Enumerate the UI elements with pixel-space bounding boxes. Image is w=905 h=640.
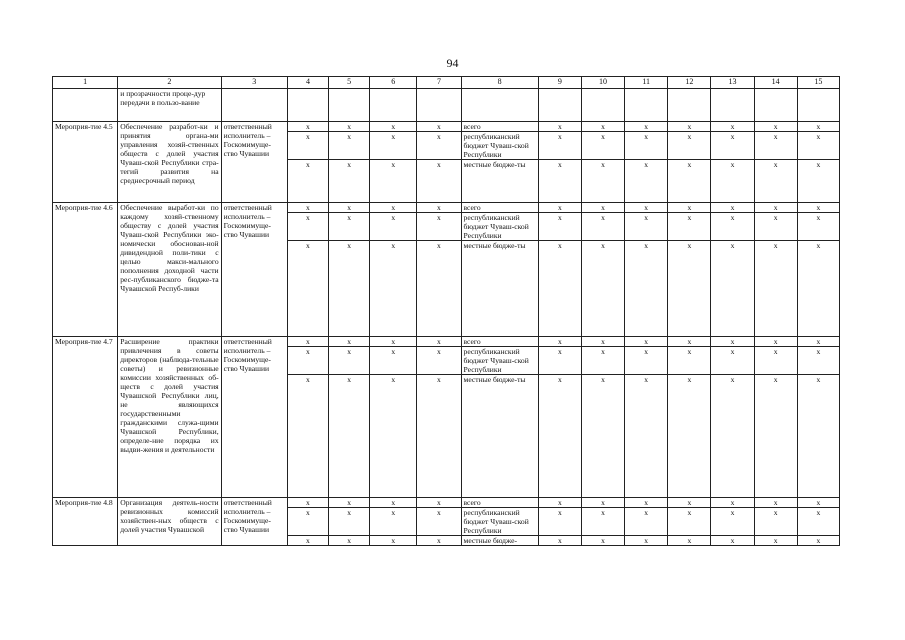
- measure-description: Обеспечение выработ-ки по каждому хозяй-ственному обществу с долей участия Чуваш-ской Республики эко-номически обоснован-ной дивидендной поли-тики с целью макси-мального пополнения доходной части рес-публиканского бюдже-та Чувашской Респуб-лики: [118, 203, 221, 337]
- x-mark: x: [581, 337, 624, 347]
- funding-source: республиканский бюджет Чуваш-ской Республики: [461, 132, 538, 160]
- x-mark: x: [668, 508, 711, 536]
- x-mark: x: [711, 241, 754, 337]
- x-mark: x: [538, 498, 581, 508]
- x-mark: x: [797, 347, 839, 375]
- x-mark: x: [625, 375, 668, 498]
- x-mark: x: [668, 122, 711, 132]
- x-mark: x: [754, 375, 797, 498]
- funding-source: республиканский бюджет Чуваш-ской Республики: [461, 213, 538, 241]
- x-mark: x: [370, 132, 417, 160]
- x-mark: x: [417, 508, 461, 536]
- x-mark: x: [625, 347, 668, 375]
- x-mark: x: [754, 213, 797, 241]
- funding-source: всего: [461, 203, 538, 213]
- x-mark: x: [754, 337, 797, 347]
- x-mark: x: [797, 536, 839, 546]
- funding-source: местные бюдже-: [461, 536, 538, 546]
- x-mark: x: [538, 132, 581, 160]
- x-mark: x: [538, 160, 581, 203]
- col-header: 11: [625, 77, 668, 89]
- responsible-executor: ответственный исполнитель – Госкомимуще-ство Чувашии: [221, 337, 287, 498]
- empty-cell: [417, 89, 461, 122]
- x-mark: x: [581, 213, 624, 241]
- empty-cell: [53, 89, 118, 122]
- x-mark: x: [754, 122, 797, 132]
- measure-description: Организация деятель-ности ревизионных комиссий хозяйствен-ных обществ с долей участия Чувашской: [118, 498, 221, 546]
- x-mark: x: [287, 122, 328, 132]
- x-mark: x: [329, 241, 370, 337]
- x-mark: x: [538, 508, 581, 536]
- measure-id: Мероприя-тие 4.7: [53, 337, 118, 498]
- x-mark: x: [581, 160, 624, 203]
- x-mark: x: [287, 498, 328, 508]
- x-mark: x: [625, 132, 668, 160]
- x-mark: x: [754, 347, 797, 375]
- x-mark: x: [329, 160, 370, 203]
- x-mark: x: [754, 498, 797, 508]
- x-mark: x: [417, 498, 461, 508]
- x-mark: x: [668, 203, 711, 213]
- x-mark: x: [625, 213, 668, 241]
- x-mark: x: [417, 536, 461, 546]
- x-mark: x: [581, 508, 624, 536]
- x-mark: x: [538, 536, 581, 546]
- empty-cell: [287, 89, 328, 122]
- x-mark: x: [625, 337, 668, 347]
- empty-cell: [754, 89, 797, 122]
- x-mark: x: [287, 508, 328, 536]
- x-mark: x: [711, 347, 754, 375]
- col-header: 6: [370, 77, 417, 89]
- x-mark: x: [668, 498, 711, 508]
- responsible-executor: ответственный исполнитель – Госкомимуще-ство Чувашии: [221, 203, 287, 337]
- x-mark: x: [625, 498, 668, 508]
- x-mark: x: [625, 122, 668, 132]
- program-table: [52, 76, 840, 546]
- x-mark: x: [370, 213, 417, 241]
- x-mark: x: [625, 241, 668, 337]
- x-mark: x: [797, 132, 839, 160]
- empty-cell: [329, 89, 370, 122]
- x-mark: x: [417, 375, 461, 498]
- x-mark: x: [329, 213, 370, 241]
- funding-source: местные бюдже-ты: [461, 375, 538, 498]
- x-mark: x: [581, 498, 624, 508]
- x-mark: x: [370, 375, 417, 498]
- x-mark: x: [581, 203, 624, 213]
- empty-cell: [538, 89, 581, 122]
- x-mark: x: [417, 160, 461, 203]
- x-mark: x: [711, 337, 754, 347]
- x-mark: x: [581, 375, 624, 498]
- x-mark: x: [329, 337, 370, 347]
- x-mark: x: [711, 536, 754, 546]
- col-header: 14: [754, 77, 797, 89]
- x-mark: x: [538, 347, 581, 375]
- x-mark: x: [797, 498, 839, 508]
- measure-id: Мероприя-тие 4.5: [53, 122, 118, 203]
- col-header: 2: [118, 77, 221, 89]
- responsible-executor: ответственный исполнитель – Госкомимуще-ство Чувашии: [221, 122, 287, 203]
- x-mark: x: [581, 347, 624, 375]
- x-mark: x: [417, 203, 461, 213]
- x-mark: x: [538, 213, 581, 241]
- x-mark: x: [668, 375, 711, 498]
- funding-source: местные бюдже-ты: [461, 160, 538, 203]
- funding-source: всего: [461, 337, 538, 347]
- x-mark: x: [417, 122, 461, 132]
- x-mark: x: [329, 122, 370, 132]
- x-mark: x: [797, 375, 839, 498]
- x-mark: x: [581, 132, 624, 160]
- x-mark: x: [287, 337, 328, 347]
- x-mark: x: [711, 508, 754, 536]
- x-mark: x: [711, 132, 754, 160]
- x-mark: x: [370, 337, 417, 347]
- x-mark: x: [370, 160, 417, 203]
- table-row: [53, 337, 840, 347]
- x-mark: x: [329, 132, 370, 160]
- col-header: 8: [461, 77, 538, 89]
- empty-cell: [668, 89, 711, 122]
- empty-cell: [370, 89, 417, 122]
- x-mark: x: [538, 241, 581, 337]
- x-mark: x: [668, 132, 711, 160]
- x-mark: x: [329, 498, 370, 508]
- x-mark: x: [797, 337, 839, 347]
- x-mark: x: [287, 536, 328, 546]
- x-mark: x: [417, 347, 461, 375]
- funding-source: республиканский бюджет Чуваш-ской Республики: [461, 347, 538, 375]
- table-row: [53, 498, 840, 508]
- x-mark: x: [711, 122, 754, 132]
- x-mark: x: [711, 498, 754, 508]
- funding-source: всего: [461, 498, 538, 508]
- x-mark: x: [754, 536, 797, 546]
- col-header: 13: [711, 77, 754, 89]
- x-mark: x: [581, 241, 624, 337]
- x-mark: x: [754, 132, 797, 160]
- responsible-executor: ответственный исполнитель – Госкомимуще-ство Чувашии: [221, 498, 287, 546]
- empty-cell: [797, 89, 839, 122]
- x-mark: x: [797, 241, 839, 337]
- x-mark: x: [417, 241, 461, 337]
- x-mark: x: [668, 160, 711, 203]
- empty-cell: [581, 89, 624, 122]
- x-mark: x: [668, 241, 711, 337]
- table-row: [53, 203, 840, 213]
- col-header: 4: [287, 77, 328, 89]
- measure-description: Обеспечение разработ-ки и принятия органа-ми управления хозяй-ственных обществ с долей участия Чуваш-ской Республики стра-тегий развития на среднесрочный период: [118, 122, 221, 203]
- funding-source: республиканский бюджет Чуваш-ской Республики: [461, 508, 538, 536]
- x-mark: x: [711, 160, 754, 203]
- x-mark: x: [625, 508, 668, 536]
- x-mark: x: [329, 536, 370, 546]
- x-mark: x: [797, 203, 839, 213]
- col-header: 1: [53, 77, 118, 89]
- measure-id: Мероприя-тие 4.8: [53, 498, 118, 546]
- x-mark: x: [625, 536, 668, 546]
- x-mark: x: [754, 241, 797, 337]
- x-mark: x: [754, 160, 797, 203]
- col-header: 7: [417, 77, 461, 89]
- empty-cell: [625, 89, 668, 122]
- x-mark: x: [711, 213, 754, 241]
- x-mark: x: [287, 160, 328, 203]
- x-mark: x: [287, 132, 328, 160]
- x-mark: x: [417, 337, 461, 347]
- x-mark: x: [370, 508, 417, 536]
- x-mark: x: [668, 213, 711, 241]
- page-number: 94: [446, 56, 459, 70]
- x-mark: x: [287, 347, 328, 375]
- x-mark: x: [370, 498, 417, 508]
- table-row: [53, 122, 840, 132]
- x-mark: x: [797, 508, 839, 536]
- col-header: 9: [538, 77, 581, 89]
- x-mark: x: [287, 203, 328, 213]
- x-mark: x: [329, 508, 370, 536]
- measure-id: Мероприя-тие 4.6: [53, 203, 118, 337]
- x-mark: x: [581, 122, 624, 132]
- x-mark: x: [754, 203, 797, 213]
- col-header: 15: [797, 77, 839, 89]
- x-mark: x: [754, 508, 797, 536]
- continuation-row: [53, 89, 840, 122]
- x-mark: x: [370, 347, 417, 375]
- empty-cell: [711, 89, 754, 122]
- x-mark: x: [538, 375, 581, 498]
- measure-description: и прозрачности проце-дур передачи в пользо-вание: [118, 89, 221, 122]
- col-header: 3: [221, 77, 287, 89]
- x-mark: x: [370, 122, 417, 132]
- x-mark: x: [668, 337, 711, 347]
- x-mark: x: [668, 347, 711, 375]
- col-header: 10: [581, 77, 624, 89]
- x-mark: x: [417, 213, 461, 241]
- x-mark: x: [538, 122, 581, 132]
- funding-source: местные бюдже-ты: [461, 241, 538, 337]
- x-mark: x: [625, 160, 668, 203]
- x-mark: x: [538, 337, 581, 347]
- measure-description: Расширение практики привлечения в советы директоров (наблюда-тельные советы) и ревизионные комиссии хозяйственных об-ществ с долей участия Чувашской Республики лиц, не являющихся государственными гражданскими служа-щими Чувашской Республики, определе-ние порядка их выдви-жения и деятельности: [118, 337, 221, 498]
- x-mark: x: [668, 536, 711, 546]
- x-mark: x: [711, 203, 754, 213]
- x-mark: x: [417, 132, 461, 160]
- x-mark: x: [370, 241, 417, 337]
- x-mark: x: [329, 375, 370, 498]
- x-mark: x: [581, 536, 624, 546]
- x-mark: x: [625, 203, 668, 213]
- x-mark: x: [711, 375, 754, 498]
- empty-cell: [461, 89, 538, 122]
- x-mark: x: [538, 203, 581, 213]
- col-header: 12: [668, 77, 711, 89]
- x-mark: x: [797, 213, 839, 241]
- empty-cell: [221, 89, 287, 122]
- col-header: 5: [329, 77, 370, 89]
- x-mark: x: [370, 203, 417, 213]
- funding-source: всего: [461, 122, 538, 132]
- x-mark: x: [287, 375, 328, 498]
- header-row: [53, 77, 840, 89]
- x-mark: x: [797, 160, 839, 203]
- x-mark: x: [797, 122, 839, 132]
- x-mark: x: [370, 536, 417, 546]
- x-mark: x: [287, 241, 328, 337]
- x-mark: x: [329, 203, 370, 213]
- x-mark: x: [329, 347, 370, 375]
- x-mark: x: [287, 213, 328, 241]
